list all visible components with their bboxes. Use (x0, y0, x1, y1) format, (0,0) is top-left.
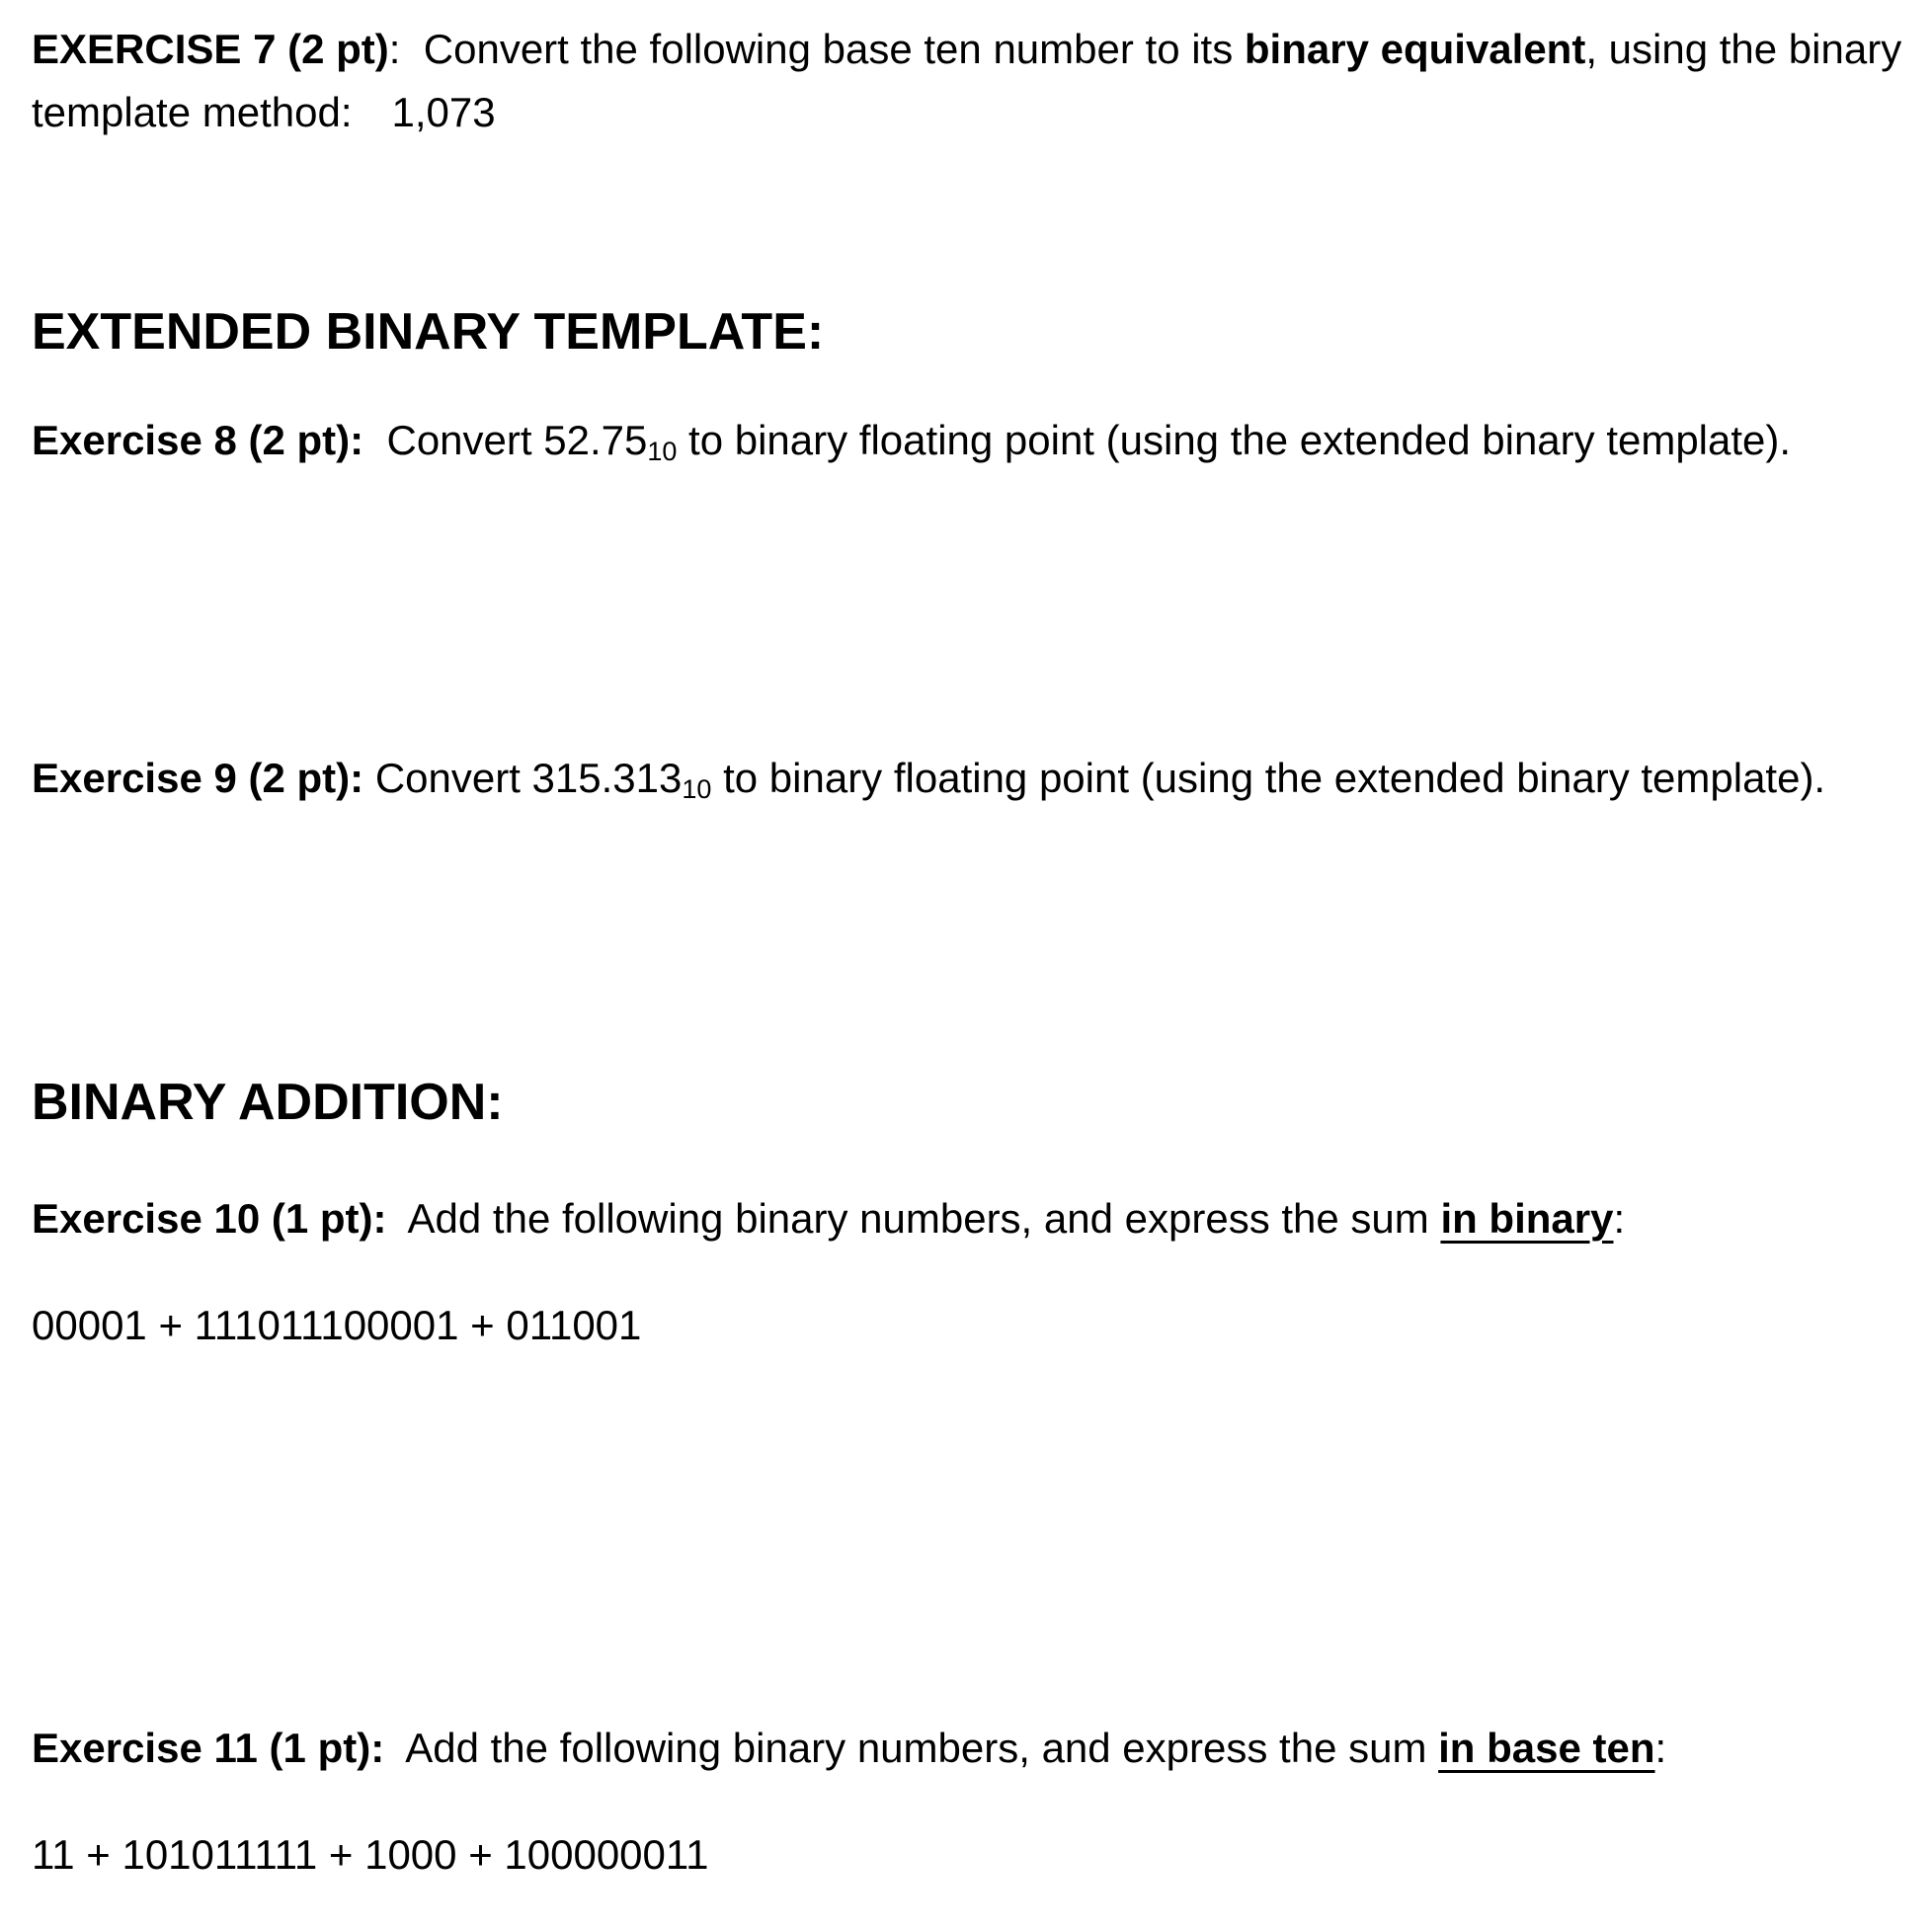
exercise-7-line-1 (32, 18, 1901, 81)
exercise-8-subscript: 10 (647, 437, 678, 466)
heading-binary-addition: BINARY ADDITION: (32, 1074, 504, 1131)
exercise-10-label: Exercise 10 (1 pt): (32, 1195, 387, 1242)
exercise-7-number: 1,073 (391, 89, 496, 135)
exercise-10-expression: 00001 + 111011100001 + 011001 (32, 1302, 642, 1348)
exercise-10-text-b: : (1613, 1195, 1626, 1242)
exercise-11-text-a: Add the following binary numbers, and express the sum (384, 1725, 1439, 1771)
exercise-11-emphasis: in base ten (1438, 1725, 1655, 1771)
exercise-11-text-b: : (1654, 1725, 1667, 1771)
exercise-9-label: Exercise 9 (2 pt): (32, 755, 364, 801)
exercise-9-text-a: Convert 315.313 (363, 755, 683, 801)
exercise-8-text-b: to binary floating point (using the extended binary template). (677, 417, 1792, 463)
exercise-10-text-a: Add the following binary numbers, and express the sum (386, 1195, 1441, 1242)
exercise-9-question (32, 747, 1825, 821)
exercise-11-expression: 11 + 101011111 + 1000 + 100000011 (32, 1831, 709, 1878)
exercise-10-question (32, 1187, 1625, 1250)
exercise-7-text-b: , using the binary (1585, 26, 1902, 72)
exercise-8-text-a: Convert 52.75 (363, 417, 648, 463)
exercise-11-label: Exercise 11 (1 pt): (32, 1725, 385, 1771)
exercise-9-subscript: 10 (682, 774, 712, 804)
exercise-7-method: template method: (32, 89, 353, 135)
exercise-7-emphasis: binary equivalent (1244, 26, 1586, 72)
exercise-7-label: EXERCISE 7 (2 pt) (32, 26, 389, 72)
heading-extended-binary-template: EXTENDED BINARY TEMPLATE: (32, 303, 825, 361)
exercise-7-line-2 (32, 81, 1901, 144)
exercise-8-label: Exercise 8 (2 pt): (32, 417, 364, 463)
exercise-9-text-b: to binary floating point (using the extended binary template). (711, 755, 1826, 801)
exercise-11-question (32, 1717, 1666, 1780)
exercise-7-text-a: Convert the following base ten number to its (423, 26, 1245, 72)
exercise-7-question (32, 18, 1901, 144)
exercise-8-question (32, 409, 1791, 483)
exercise-10-emphasis: in binary (1440, 1195, 1614, 1242)
exercise-7-separator: : (388, 26, 424, 72)
